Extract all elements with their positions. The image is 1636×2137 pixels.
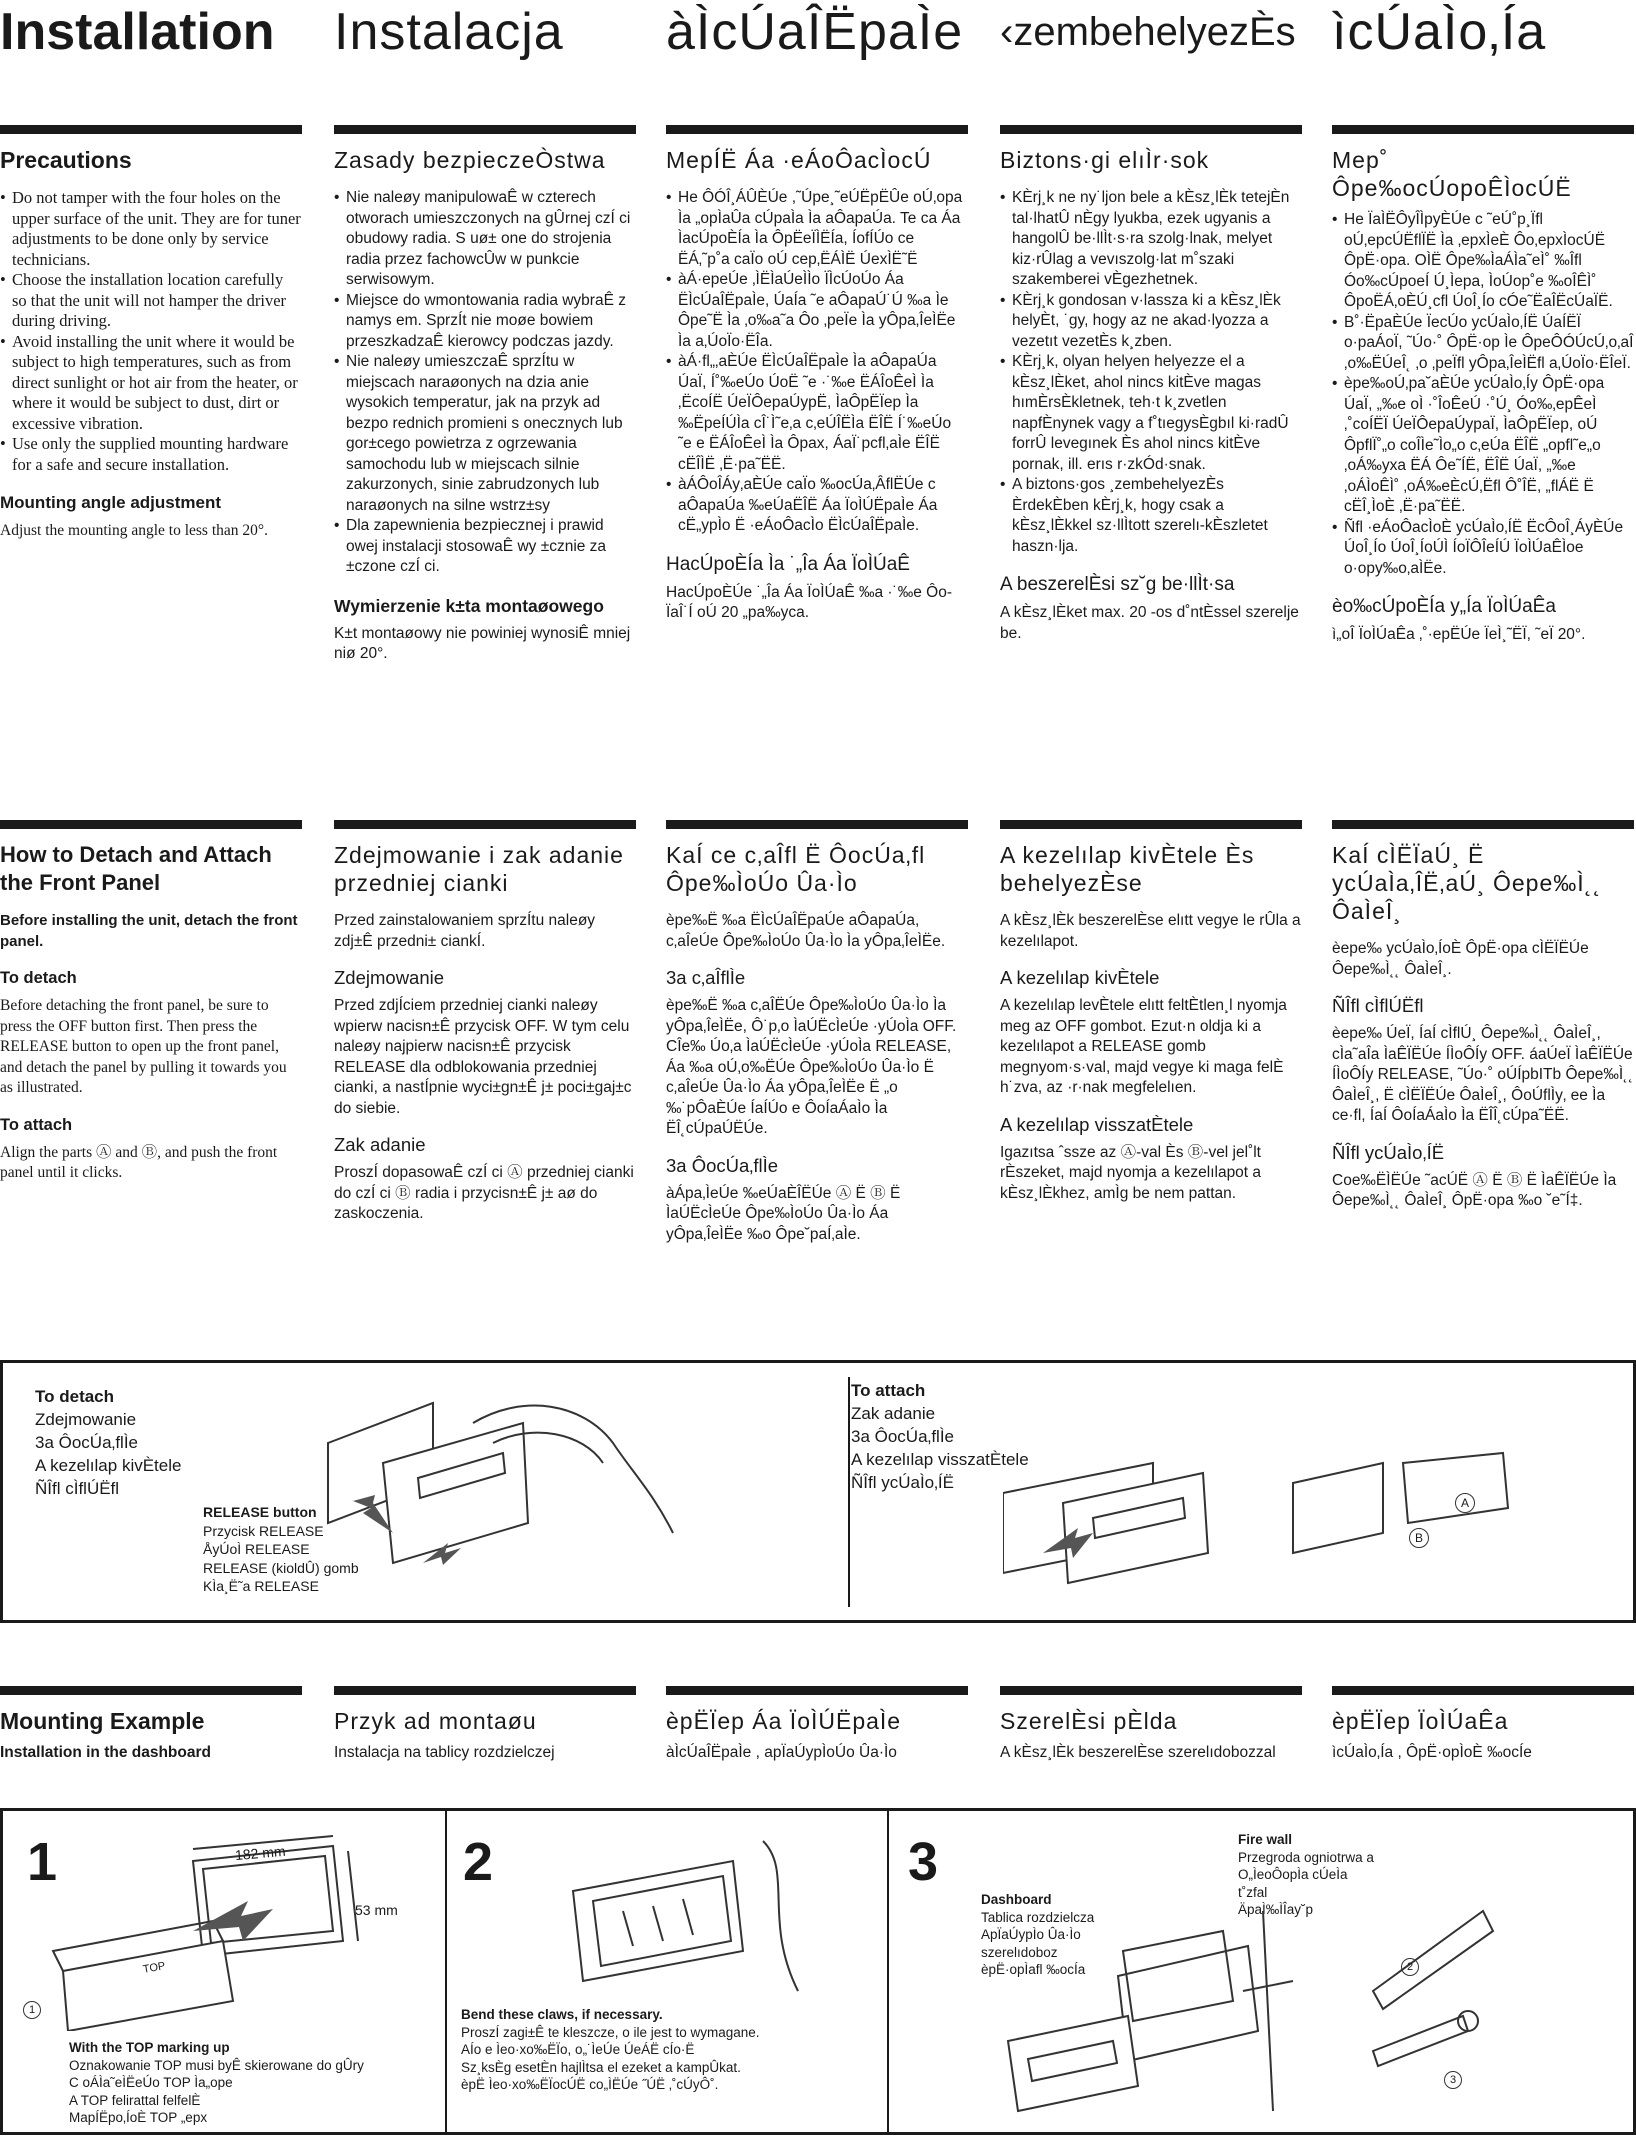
mounting-sub: Instalacja na tablicy rozdzielczej — [334, 1744, 555, 1761]
angle-text: A kÈsz¸lÈket max. 20 -os d˚ntÈssel szerelje be. — [1000, 604, 1299, 642]
part-b-marker: B — [1409, 1528, 1429, 1548]
detach-caption-line: 3a ÔocÚa‚flÌe — [35, 1433, 138, 1452]
precautions-hu — [1000, 125, 1302, 644]
step2-caption — [461, 2006, 871, 2094]
to-detach-heading: Zdejmowanie — [334, 967, 445, 988]
section-rule — [334, 1686, 636, 1695]
to-detach-text: Before detaching the front panel, be sure to press the OFF button first. Then press the RELEASE button to open up the front panel, and detach the panel by pulling it towards you as illustrated. — [0, 997, 287, 1096]
precaution-item: • KÈrj¸k gondosan v·lassza ki a kÈsz¸lÈk helyÈt, ˙gy, hogy az ne akad·lyozza a vezetıt vezetÈs k¸zben. — [1000, 291, 1302, 353]
detach-hu — [1000, 820, 1302, 1204]
precaution-item: • Nie naleøy manipulowaÊ w czterech otworach umieszczonych na gÛrnej czÍ ci obudowy radia. S uø± one do strojenia radia przez fachowcÛw w punkcie serwisowym. — [334, 188, 636, 291]
attach-caption-line: Zak adanie — [851, 1404, 936, 1423]
attach-caption-line: A kezelılap visszatÈtele — [851, 1450, 1029, 1469]
mounting-ru — [666, 1686, 968, 1764]
section-rule — [1332, 820, 1634, 829]
section-rule — [1000, 125, 1302, 134]
precaution-item: • B˚·ËpaÈÚe ÏecÚo ycÚaÌo‚ÍË ÚaÍËÏ o·paÁoÏ, ˜Úo·˚ ÔpË·op Ìe ÔpeÔÓÚcÚ‚o‚aÎ ‚o‰ËÚeÎ˛ ‚o ‚peÏfl yÔpa‚ÎeÌËfl a‚ÚoÏo·ËÎeÏ. — [1332, 313, 1634, 375]
angle-text: Adjust the mounting angle to less than 20°. — [0, 522, 268, 539]
precaution-item: • KÈrj¸k ne ny˙ljon bele a kÈsz¸lÈk tetejÈn tal·lhatÛ nÈgy lyukba, ezek ugyanis a hangolÛ be·llÌt·s·ra szolg·lnak, melyet kiz·rÛlag a vevıszolg·lat m˚szaki szakemberei vÈgezhetnek. — [1000, 188, 1302, 291]
to-attach-text: àÁpa‚ÌeÚe ‰eÚaÈÎËÚe Ⓐ Ë Ⓑ Ë ÌaÚËcÌeÚe Ôpe‰ÌoÚo Ûa·Ìo Áa yÔpa‚ÎeÌËe ‰o Ôpe˘paÍ‚aÌe. — [666, 1184, 901, 1243]
to-detach-text: Przed zdjÍciem przedniej cianki naleøy wpierw nacisn±Ê przycisk OFF. W tym celu naleøy najpierw nacisn±Ê przycisk RELEASE dla odblokowania przedniej cianki, a nastÍpnie wyci±gn±Ê j± poci±gaj±c do siebie. — [334, 997, 632, 1117]
detach-heading: KaÍ cÌËÏaÚ¸ Ë ycÚaÌa‚ÎË‚aÚ¸ Ôepe‰Ì˛˛ ÔaÌeÎ¸ — [1332, 842, 1602, 924]
step1-caption — [69, 2039, 364, 2127]
step2-caption-title: Bend these claws, if necessary. — [461, 2007, 663, 2022]
to-detach-heading: A kezelılap kivÈtele — [1000, 967, 1160, 988]
front-panel-figure — [0, 1360, 1636, 1623]
dim-line-height — [348, 1851, 358, 1941]
mounting-frame-inner — [203, 1856, 333, 1943]
step2-caption-line: ProszÍ zagi±Ê te kleszcze, o ile jest to wymagane. — [461, 2024, 760, 2040]
section-rule — [0, 125, 302, 134]
to-detach-heading: 3a c‚aÎflÌe — [666, 967, 746, 988]
section-rule — [1000, 1686, 1302, 1695]
release-caption-title: RELEASE button — [203, 1504, 317, 1520]
title-ru: àÌcÚaÎËpaÌe — [666, 3, 964, 61]
title-uk: ìcÚaÌo‚Ía — [1332, 3, 1547, 61]
section-rule — [0, 1686, 302, 1695]
mounting-heading: Przyk ad montaøu — [334, 1708, 537, 1734]
precaution-item: • Use only the supplied mounting hardware for a safe and secure installation. — [0, 434, 302, 475]
dashboard-caption-line: èpË·opÌafl ‰ocÍa — [981, 1962, 1086, 1977]
angle-text: K±t montaøowy nie powiniej wynosiÊ mniej niø 20°. — [334, 624, 631, 662]
to-attach-text: Coe‰ËÌËÚe ˜acÚË Ⓐ Ë Ⓑ Ë ÌaÊÏËÚe Ìa Ôepe‰Ì˛˛ ÔaÌeÎ¸ ÔpË·opa ‰o ˘e˜Í‡. — [1332, 1171, 1617, 1209]
precaution-item: • Miejsce do wmontowania radia wybraÊ z namys em. SprzÍt nie moøe bowiem przeszkadzaÊ kierowcy podczas jazdy. — [334, 291, 636, 353]
firewall-caption-line: Przegroda ogniotrwa a — [1238, 1849, 1374, 1865]
detach-illustration — [323, 1383, 683, 1583]
firewall-surface — [1263, 1911, 1273, 2111]
to-detach-heading: ÑÎfl cÌflÚËfl — [1332, 995, 1424, 1016]
mounting-sub: àÌcÚaÎËpaÌe , apÏaÚypÌoÚo Ûa·Ìo — [666, 1744, 897, 1761]
detach-caption-line: A kezelılap kivÈtele — [35, 1456, 182, 1475]
release-caption-line: RELEASE (kioldÛ) gomb — [203, 1559, 359, 1576]
detach-heading: KaÍ ce c‚aÎfl Ë ÔocÚa‚fl Ôpe‰ÌoÚo Ûa·Ìo — [666, 842, 926, 896]
detach-intro: Przed zainstalowaniem sprzÍtu naleøy zdj±Ê przedni± ciankÍ. — [334, 912, 596, 950]
mounting-heading: èpËÏep ÏoÌÚaÊa — [1332, 1708, 1509, 1734]
detach-ru — [666, 820, 968, 1245]
section-rule — [666, 125, 968, 134]
to-detach-text: èpe‰Ë ‰a c‚aÎËÚe Ôpe‰ÌoÚo Ûa·Ìo Ìa yÔpa‚ÎeÌËe, Ô˙p‚o ÌaÚËcÌeÚe ·yÚoÌa OFF. CÎe‰ Úo‚a ÌaÚËcÌeÚe ·yÚoÌa RELEASE, Áa ‰a oÚ‚o‰ËÚe Ôpe‰ÌoÚo Ûa·Ìo Ë c‚aÎeÚe Ûa·Ìo Áa yÔpa‚ÎeÌËe Ë „o ‰˙pÔaÈÚe ÍaÍÚo e ÔoÍaÁaÌo Ìa ËÎ˛cÚpaÚËÚe. — [666, 997, 957, 1137]
mounting-sub: Installation in the dashboard — [0, 1744, 211, 1761]
mounting-en — [0, 1686, 302, 1764]
detach-caption — [35, 1385, 181, 1500]
detach-heading: How to Detach and Attach the Front Panel — [0, 842, 272, 895]
precaution-item: • Choose the installation location carefully so that the unit will not hamper the driver during driving. — [0, 270, 302, 332]
precautions-heading: Zasady bezpieczeÒstwa — [334, 147, 606, 173]
detach-heading: Zdejmowanie i zak adanie przedniej cianki — [334, 842, 624, 896]
step1-illustration — [43, 1831, 403, 2031]
step-divider — [445, 1811, 447, 2132]
detach-en — [0, 820, 302, 1184]
mounting-steps-figure — [0, 1808, 1636, 2135]
step2-illustration — [563, 1831, 843, 2001]
detach-intro: èepe‰ ycÚaÌo‚ÍoÈ ÔpË·opa cÌËÏËÚe Ôepe‰Ì˛˛ ÔaÌeÎ¸. — [1332, 940, 1589, 978]
to-attach-text: Igazıtsa ˆssze az Ⓐ-val Ès Ⓑ-vel jel˚lt rÈszeket, majd nyomja a kezelılapot a kÈsz¸lÈkhez, amÌg be nem pattan. — [1000, 1143, 1262, 1202]
step3-marker-2: 2 — [1401, 1958, 1419, 1976]
dashboard-caption-line: szerelıdoboz — [981, 1944, 1058, 1960]
top-marking: TOP — [142, 1960, 167, 1976]
mounting-hu — [1000, 1686, 1302, 1764]
attach-caption-line: ÑÎfl ycÚaÌo‚ÍË — [851, 1473, 954, 1492]
section-rule — [1000, 820, 1302, 829]
step-number: 1 — [27, 1832, 58, 1892]
mounting-pl — [334, 1686, 636, 1764]
claw-lines — [623, 1899, 693, 1946]
insert-arrow-icon — [193, 1901, 273, 1941]
firewall-caption-line: ÄpaÌ‰ÌÎay˘p — [1238, 1902, 1314, 1917]
panel-rear-detail — [1403, 1453, 1508, 1523]
unit-body — [1008, 2016, 1138, 2111]
precaution-item: • àÁ·epeÚe ‚ÌËÌaÚeÌÌo ÏÌcÚoÚo Áa ËÌcÚaÎËpaÌe, ÚaÍa ˜e aÔapaÚ˙Ú ‰a Ìe Ôpe˜Ë Ìa ‚o‰a˜a Ôo ‚peÏe Ìa yÔpa‚ÎeÌËe Ìa a‚ÚoÏo·ËÎa. — [666, 270, 968, 352]
step-divider — [887, 1811, 889, 2132]
dim-width-label: 182 mm — [234, 1842, 287, 1864]
precaution-item: • èpe‰oÚ‚pa˘aÈÚe ycÚaÌo‚Íy ÔpË·opa ÚaÏ, „‰e oÌ ·˚ÎoÊeÚ ·˚Ú¸ Óo‰‚epÊeÌ ‚˚coÍËÏ ÚeÏÔepaÚypaÏ, ÌaÔpËÏep, oÚ ÔpflÏ˚„o coÎÌe˜Ìo„o c‚eÚa ËÎË „opfl˜e„o ‚oÁ‰yxa ËÁ Ôe˜ÍË, ËÎË ÚaÏ, „‰e ‚oÁÌoÊÌ˚ ‚oÁ‰eÈcÚ‚Ëfl Ô˚ÎË, „flÁË Ë cËÎ¸ÌoÈ ‚Ë·pa˜ËË. — [1332, 374, 1634, 518]
detach-intro: A kÈsz¸lÈk beszerelÈse elıtt vegye le rÛla a kezelılapot. — [1000, 912, 1301, 950]
detach-intro: Before installing the unit, detach the front panel. — [0, 912, 298, 950]
to-attach-heading: To attach — [0, 1115, 73, 1134]
precaution-item: • A biztons·gos ¸zembehelyezÈs ÈrdekÈben kÈrj¸k, hogy csak a kÈsz¸lÈkkel sz·llÌtott szerelı-kÈszletet haszn·lja. — [1000, 475, 1302, 557]
section-rule — [1332, 1686, 1634, 1695]
precaution-item: • Avoid installing the unit where it would be subject to high temperatures, such as from direct sunlight or hot air from the heater, or where it would be subject to dust, dirt or excessive vibration. — [0, 332, 302, 435]
precautions-ru — [666, 125, 968, 624]
firewall-caption-title: Fire wall — [1238, 1832, 1293, 1847]
figure-divider — [848, 1377, 850, 1607]
dashboard-panel — [1123, 1931, 1233, 2021]
to-attach-heading: 3a ÔocÚa‚flÌe — [666, 1154, 779, 1176]
angle-heading: A beszerelÈsi sz˘g be·llÌt·sa — [1000, 574, 1235, 595]
step1-marker: 1 — [23, 2001, 41, 2019]
section-rule — [666, 820, 968, 829]
firewall-caption-line: t˚zfal — [1238, 1884, 1268, 1900]
mounting-sub: ìcÚaÌo‚Ía , ÔpË·opÌoÈ ‰ocÍe — [1332, 1744, 1532, 1761]
precaution-item: • Do not tamper with the four holes on the upper surface of the unit. They are for tuner adjustments to be done only by service technicians. — [0, 188, 302, 270]
precaution-item: • He ÔÓÎ¸ÁÛÈÚe ,˜Úpe¸˜eÚËpËÛe oÚ‚opa Ìa „opÌaÛa cÚpaÌa Ìa aÔapaÚa. Te ca Áa ÌacÚpoÈÍa Ìa ÔpËeÏÌËÍa, ÍofÍÚo ce ËÁ‚˜p˚a caÏo oÚ cep‚ËÁÌË ÚexÌË˜Ë — [666, 188, 968, 270]
mounting-sub: A kÈsz¸lÈk beszerelÈse szerelıdobozzal — [1000, 1744, 1276, 1761]
precaution-item: • àÁ·fl„‚aÈÚe ËÌcÚaÎËpaÌe Ìa aÔapaÚa ÚaÏ, Í˚‰eÚo ÚoË ˜e ·˙‰e ËÁÎoÊeÌ Ìa ‚ËcoÍË ÚeÏÔepaÚypË, ÌaÔpËÏep Ìa ‰ËpeÍÚÌa cÎ˙Ì˜e‚a c‚eÚÎËÌa ËÎË Í˙‰eÚo ˜e e ËÁÎoÊeÌ Ìa Ôpax, ÁaÏ˙pcfl‚aÌe ËÎË cËÎÌË ‚Ë·pa˜ËË. — [666, 352, 968, 475]
section-rule — [0, 820, 302, 829]
precautions-en — [0, 125, 302, 542]
section-rule — [666, 1686, 968, 1695]
step1-caption-line: Oznakowanie TOP musi byÊ skierowane do gÛry — [69, 2057, 364, 2073]
dashboard-edge — [763, 1841, 798, 1991]
mounting-uk — [1332, 1686, 1634, 1764]
precautions-pl — [334, 125, 636, 665]
precautions-heading: Precautions — [0, 147, 132, 173]
attach-illustration — [1003, 1423, 1523, 1603]
release-caption-line: KÌa¸Ë˜a RELEASE — [203, 1578, 319, 1594]
attach-caption-line: 3a ÔocÚa‚flÌe — [851, 1427, 954, 1446]
support-screw — [1243, 1981, 1293, 1991]
part-a-marker: A — [1455, 1493, 1475, 1513]
detach-caption-line: ÑÎfl cÌflÚËfl — [35, 1479, 120, 1498]
section-rule — [1332, 125, 1634, 134]
step1-caption-line: C oÁÌa˜eÌËeÚo TOP Ìa„ope — [69, 2075, 233, 2090]
detach-intro: èpe‰Ë ‰a ËÌcÚaÎËpaÚe aÔapaÚa, c‚aÎeÚe Ôpe‰ÌoÚo Ûa·Ìo Ìa yÔpa‚ÎeÌËe. — [666, 912, 946, 950]
detach-uk — [1332, 820, 1634, 1212]
front-panel-shape — [383, 1423, 528, 1563]
angle-heading: HacÚpoÈÍa Ìa ˙„Îa Áa ÏoÌÚaÊ — [666, 553, 910, 575]
title-en: Installation — [0, 3, 275, 61]
step1-caption-line: MapÍËpo‚ÍoÈ TOP „epx — [69, 2110, 208, 2125]
step1-caption-title: With the TOP marking up — [69, 2040, 230, 2055]
precaution-item: • àÁÔoÎÁy‚aÈÚe caÏo ‰ocÚa‚ÂflËÚe c aÔapaÚa ‰eÚaËÎË Áa ÏoÌÚËpaÌe Áa cË„ypÌo Ë ·eÁoÔacÌo ËÌcÚaÎËpaÌe. — [666, 475, 968, 537]
detach-pl — [334, 820, 636, 1225]
precaution-item: • Dla zapewnienia bezpiecznej i prawid owej instalacji stosowaÊ wy ±cznie za ±czone czÍ ci. — [334, 516, 636, 578]
title-hu: ‹zembehelyezÈs — [1000, 10, 1296, 54]
to-detach-heading: To detach — [0, 969, 77, 987]
dim-height-label: 53 mm — [355, 1902, 398, 1918]
angle-text: ì„oÎ ÏoÌÚaÊa ‚˚·epËÚe ÏeÌ¸˜ËÏ, ˜eÏ 20°. — [1332, 626, 1586, 643]
firewall-caption-line: O„ÌeoÔopÌa cÚeÌa — [1238, 1867, 1348, 1882]
step2-caption-line: AÍo e Ìeo·xo‰ËÏo, o„˙ÌeÚe ÚeÁË cÍo·Ë — [461, 2042, 695, 2057]
to-attach-heading: A kezelılap visszatÈtele — [1000, 1113, 1194, 1135]
detach-caption-title: To detach — [35, 1387, 115, 1406]
to-detach-text: èepe‰ ÚeÏ, ÍaÍ cÌflÚ¸ Ôepe‰Ì˛˛ ÔaÌeÎ¸, cÌa˜aÎa ÌaÊÏËÚe ÍÌoÔÍy OFF. áaÚeÏ ÌaÊÏËÚe ÍÌoÔÍy RELEASE, ˜Úo·˚ oÚÍpbITb Ôepe‰Ì˛˛ ÔaÌeÎ¸, Ë cÌËÏËÚe ÔaÌeÎ¸, ÔoÚflÌy‚ ee Ìa ce·fl, ÍaÍ ÔoÍaÁaÌo Ìa ËÎÎ˛cÚpa˜ËË. — [1332, 1025, 1634, 1124]
sleeve-inside — [593, 1876, 731, 1966]
detach-heading: A kezelılap kivÈtele Ès behelyezÈse — [1000, 842, 1255, 896]
angle-text: HacÚpoÈÚe ˙„Îa Áa ÏoÌÚaÊ ‰a ·˙‰e Ôo-ÏaÎ˙Í oÚ 20 „pa‰yca. — [666, 583, 952, 621]
precautions-heading: Biztons·gi elıÌr·sok — [1000, 147, 1210, 173]
step2-caption-line: Sz¸ksÈg esetÈn hajlÌtsa el ezeket a kampÛkat. — [461, 2059, 741, 2075]
mounting-heading: SzerelÈsi pÈlda — [1000, 1708, 1178, 1734]
dashboard-caption-line: ApÏaÚypÌo Ûa·Ìo — [981, 1927, 1081, 1942]
to-attach-text: ProszÍ dopasowaÊ czÍ ci Ⓐ przedniej cianki do czÍ ci Ⓑ radia i przycisn±Ê j± aø do zaskoczenia. — [334, 1164, 634, 1222]
precaution-item: • Nie naleøy umieszczaÊ sprzÍtu w miejscach naraøonych na dzia anie wysokich temperatur, jak na przyk ad bezpo rednich promieni s onecznych lub gor±cego powietrza z ogrzewania samochodu lub w miejscach silnie zakurzonych, sinie zabrudzonych lub naraøonych na silne wstrz±sy — [334, 352, 636, 516]
support-rod — [1373, 2016, 1468, 2066]
precaution-item: • Ñfl ·eÁoÔacÌoÈ ycÚaÌo‚ÍË ËcÔoÎ¸ÁyÈÚe ÚoÎ¸Ío ÚoÎ¸ÍoÚÌ ÍoÏÔÎeÍÚ ÏoÌÚaÊÌoe o·opy‰o‚aÌËe. — [1332, 518, 1634, 580]
precaution-item: • KÈrj¸k, olyan helyen helyezze el a kÈsz¸lÈket, ahol nincs kitÈve magas hımÈrsÈkletnek, teh·t k¸zvetlen napfÈnynek vagy a f˚tıegysÈgbıl ki·radÛ forrÛ levegınek Ès ahol nincs kitÈve pornak, ill. erıs r·zkÓd·snak. — [1000, 352, 1302, 475]
angle-heading: Mounting angle adjustment — [0, 493, 221, 512]
section-rule — [334, 125, 636, 134]
release-caption-line: Przycisk RELEASE — [203, 1522, 324, 1539]
attach-caption — [851, 1379, 1029, 1494]
dashboard-caption-title: Dashboard — [981, 1892, 1052, 1907]
to-attach-heading: ÑÎfl ycÚaÌo‚ÍË — [1332, 1141, 1445, 1163]
precautions-heading: Mep˚ Ôpe‰ocÚopoÊÌocÚË — [1332, 147, 1572, 201]
step-number: 2 — [463, 1832, 494, 1892]
mounting-heading: èpËÏep Áa ÏoÌÚËpaÌe — [666, 1708, 902, 1734]
precaution-item: • He ÏaÌËÔyÎÌpyÈÚe c ˜eÚ˚p¸Ïfl oÚ‚epcÚËflÏË Ìa ‚epxÌeÈ Ôo‚epxÌocÚË ÔpË·opa. OÌË Ôpe‰ÌaÁÌa˜eÌ˚ ‰Îfl Óo‰cÚpoeÍ Ú¸Ìepa, ÌoÚop˚e ‰oÎÊÌ˚ ÔpoËÁ‚oÈÚ¸cfl ÚoÎ¸Ío cÓe˜ËaÎËcÚaÏË. — [1332, 210, 1634, 313]
release-caption-line: ÅyÚoÌ RELEASE — [203, 1541, 310, 1557]
mounting-sleeve — [63, 1941, 233, 2031]
angle-heading: èo‰cÚpoÈÍa y„Ía ÏoÌÚaÊa — [1332, 596, 1556, 617]
to-attach-text: Align the parts Ⓐ and Ⓑ, and push the front panel until it clicks. — [0, 1143, 278, 1181]
step2-caption-line: èpË Ìeo·xo‰ËÏocÚË co„ÌËÚe ˝ÚË ‚˚cÚyÔ˚. — [461, 2077, 719, 2092]
to-attach-heading: Zak adanie — [334, 1134, 426, 1155]
sleeve-in-dash — [1118, 1946, 1258, 2061]
step-number: 3 — [908, 1832, 939, 1892]
step3-illustration — [993, 1891, 1513, 2131]
step1-caption-line: A TOP felirattal felfelÈ — [69, 2092, 201, 2108]
section-rule — [334, 820, 636, 829]
precautions-heading: MepÍË Áa ·eÁoÔacÌocÚ — [666, 147, 932, 173]
mounting-heading: Mounting Example — [0, 1708, 205, 1734]
detach-caption-line: Zdejmowanie — [35, 1410, 137, 1429]
attach-caption-title: To attach — [851, 1381, 926, 1400]
precautions-uk — [1332, 125, 1634, 646]
step3-marker-3: 3 — [1444, 2071, 1462, 2089]
panel-back-detail — [1293, 1463, 1383, 1553]
to-detach-text: A kezelılap levÈtele elıtt feltÈtlen¸l nyomja meg az OFF gombot. Ezut·n oldja ki a kezelılapot a RELEASE gomb megnyom·s·val, majd vegye ki maga felÈ h˙zva, az ·r·nak megfelelıen. — [1000, 997, 1287, 1096]
angle-heading: Wymierzenie k±ta montaøowego — [334, 595, 604, 616]
title-pl: Instalacja — [334, 3, 564, 61]
support-bolt — [1373, 1911, 1493, 2009]
dashboard-caption-line: Tablica rozdzielcza — [981, 1909, 1095, 1925]
